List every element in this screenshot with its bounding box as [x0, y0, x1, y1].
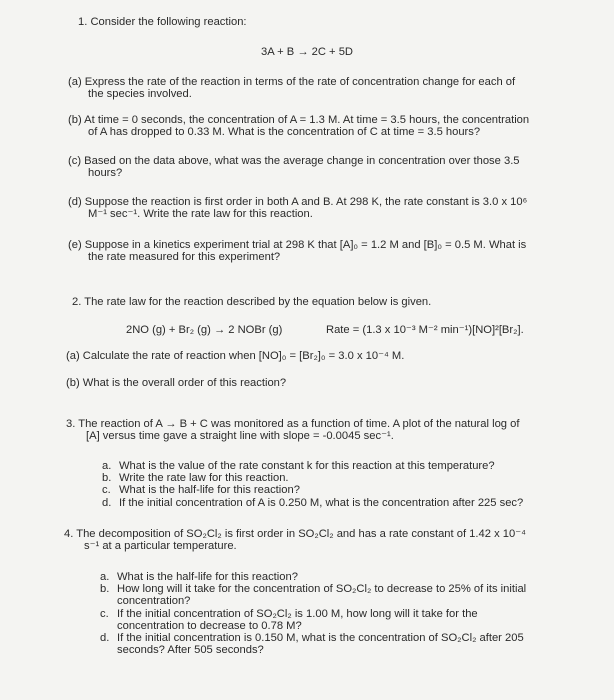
- question-1a-line-2: the species involved.: [88, 88, 192, 101]
- question-4-title-line-2: s⁻¹ at a particular temperature.: [84, 540, 237, 553]
- question-4-title-line-1: 4. The decomposition of SO₂Cl₂ is first order in SO₂Cl₂ and has a rate constant of 1.42 x 10⁻⁴: [64, 528, 526, 540]
- question-3d: [102, 497, 582, 509]
- question-1b-line-1: (b) At time = 0 seconds, the concentration of A = 1.3 M. At time = 3.5 hours, the concentration: [68, 114, 530, 126]
- question-2a: (a) Calculate the rate of reaction when [NO]₀ = [Br₂]₀ = 3.0 x 10⁻⁴ M.: [66, 350, 405, 362]
- list-marker: d.: [100, 632, 110, 645]
- list-item-text: [117, 608, 570, 632]
- question-3-title-line-1: 3. The reaction of A → B + C was monitored as a function of time. A plot of the natural log of: [66, 418, 520, 430]
- question-1a: [68, 76, 593, 100]
- question-3c: [102, 484, 582, 496]
- question-4-title: [64, 528, 584, 552]
- list-item-text: What is the half-life for this reaction?: [119, 484, 300, 497]
- question-4a: [100, 571, 570, 583]
- list-marker: a.: [102, 460, 112, 472]
- question-4d: [100, 632, 570, 656]
- list-item-line: concentration?: [117, 595, 191, 608]
- question-1d-line-2: M⁻¹ sec⁻¹. Write the rate law for this reaction.: [88, 208, 313, 221]
- list-item-line: How long will it take for the concentration of SO₂Cl₂ to decrease to 25% of its initial: [117, 583, 527, 596]
- question-2-equation: 2NO (g) + Br₂ (g) → 2 NOBr (g): [126, 324, 283, 336]
- question-3b: [102, 472, 582, 484]
- list-marker: a.: [100, 571, 110, 583]
- list-marker: c.: [102, 484, 111, 497]
- list-item-text: [117, 583, 570, 607]
- question-3-title-line-2: [A] versus time gave a straight line with slope = -0.0045 sec⁻¹.: [86, 430, 394, 443]
- question-3-subquestions: [102, 460, 582, 509]
- question-4c: [100, 608, 570, 632]
- question-1a-line-1: (a) Express the rate of the reaction in terms of the rate of concentration change for each of: [68, 76, 516, 88]
- question-2-equation-row: [126, 324, 586, 336]
- list-item-line: seconds? After 505 seconds?: [117, 644, 264, 657]
- list-marker: d.: [102, 496, 112, 509]
- question-1-equation: 3A + B → 2C + 5D: [260, 46, 354, 58]
- list-item-line: What is the half-life for this reaction?: [117, 571, 298, 583]
- question-1d: [68, 196, 593, 220]
- question-4b: [100, 583, 570, 607]
- question-2-rate-law: Rate = (1.3 x 10⁻³ M⁻² min⁻¹)[NO]²[Br₂].: [326, 324, 524, 336]
- list-item-line: If the initial concentration is 0.150 M, what is the concentration of SO₂Cl₂ after 205: [117, 632, 524, 645]
- question-1b: [68, 114, 593, 138]
- list-item-text: What is the value of the rate constant k for this reaction at this temperature?: [119, 460, 495, 472]
- list-marker: b.: [100, 583, 110, 596]
- question-1d-line-1: (d) Suppose the reaction is first order in both A and B. At 298 K, the rate constant is 3.0 x 10⁶: [68, 196, 528, 208]
- question-1c: [68, 155, 593, 179]
- question-1e-line-1: (e) Suppose in a kinetics experiment trial at 298 K that [A]₀ = 1.2 M and [B]₀ = 0.5 M. What is: [68, 239, 527, 251]
- question-3a: [102, 460, 582, 472]
- question-2b: (b) What is the overall order of this reaction?: [66, 377, 287, 389]
- question-1c-line-1: (c) Based on the data above, what was the average change in concentration over those 3.5: [68, 155, 520, 167]
- question-3-title: [66, 418, 586, 442]
- question-1c-line-2: hours?: [88, 167, 123, 180]
- question-1e: [68, 239, 593, 263]
- list-item-line: If the initial concentration of SO₂Cl₂ is 1.00 M, how long will it take for the: [117, 607, 478, 620]
- list-marker: c.: [100, 607, 109, 620]
- list-item-text: If the initial concentration of A is 0.250 M, what is the concentration after 225 sec?: [119, 496, 524, 509]
- list-item-line: concentration to decrease to 0.78 M?: [117, 619, 302, 632]
- question-1b-line-2: of A has dropped to 0.33 M. What is the concentration of C at time = 3.5 hours?: [88, 126, 481, 139]
- list-item-text: Write the rate law for this reaction.: [119, 472, 289, 485]
- question-2-title: 2. The rate law for the reaction described by the equation below is given.: [72, 296, 432, 308]
- list-item-text: [117, 632, 570, 656]
- question-1-title: 1. Consider the following reaction:: [78, 16, 247, 28]
- list-item-text: [117, 571, 570, 583]
- question-4-subquestions: [100, 571, 570, 656]
- list-marker: b.: [102, 472, 112, 485]
- question-1e-line-2: the rate measured for this experiment?: [88, 251, 281, 264]
